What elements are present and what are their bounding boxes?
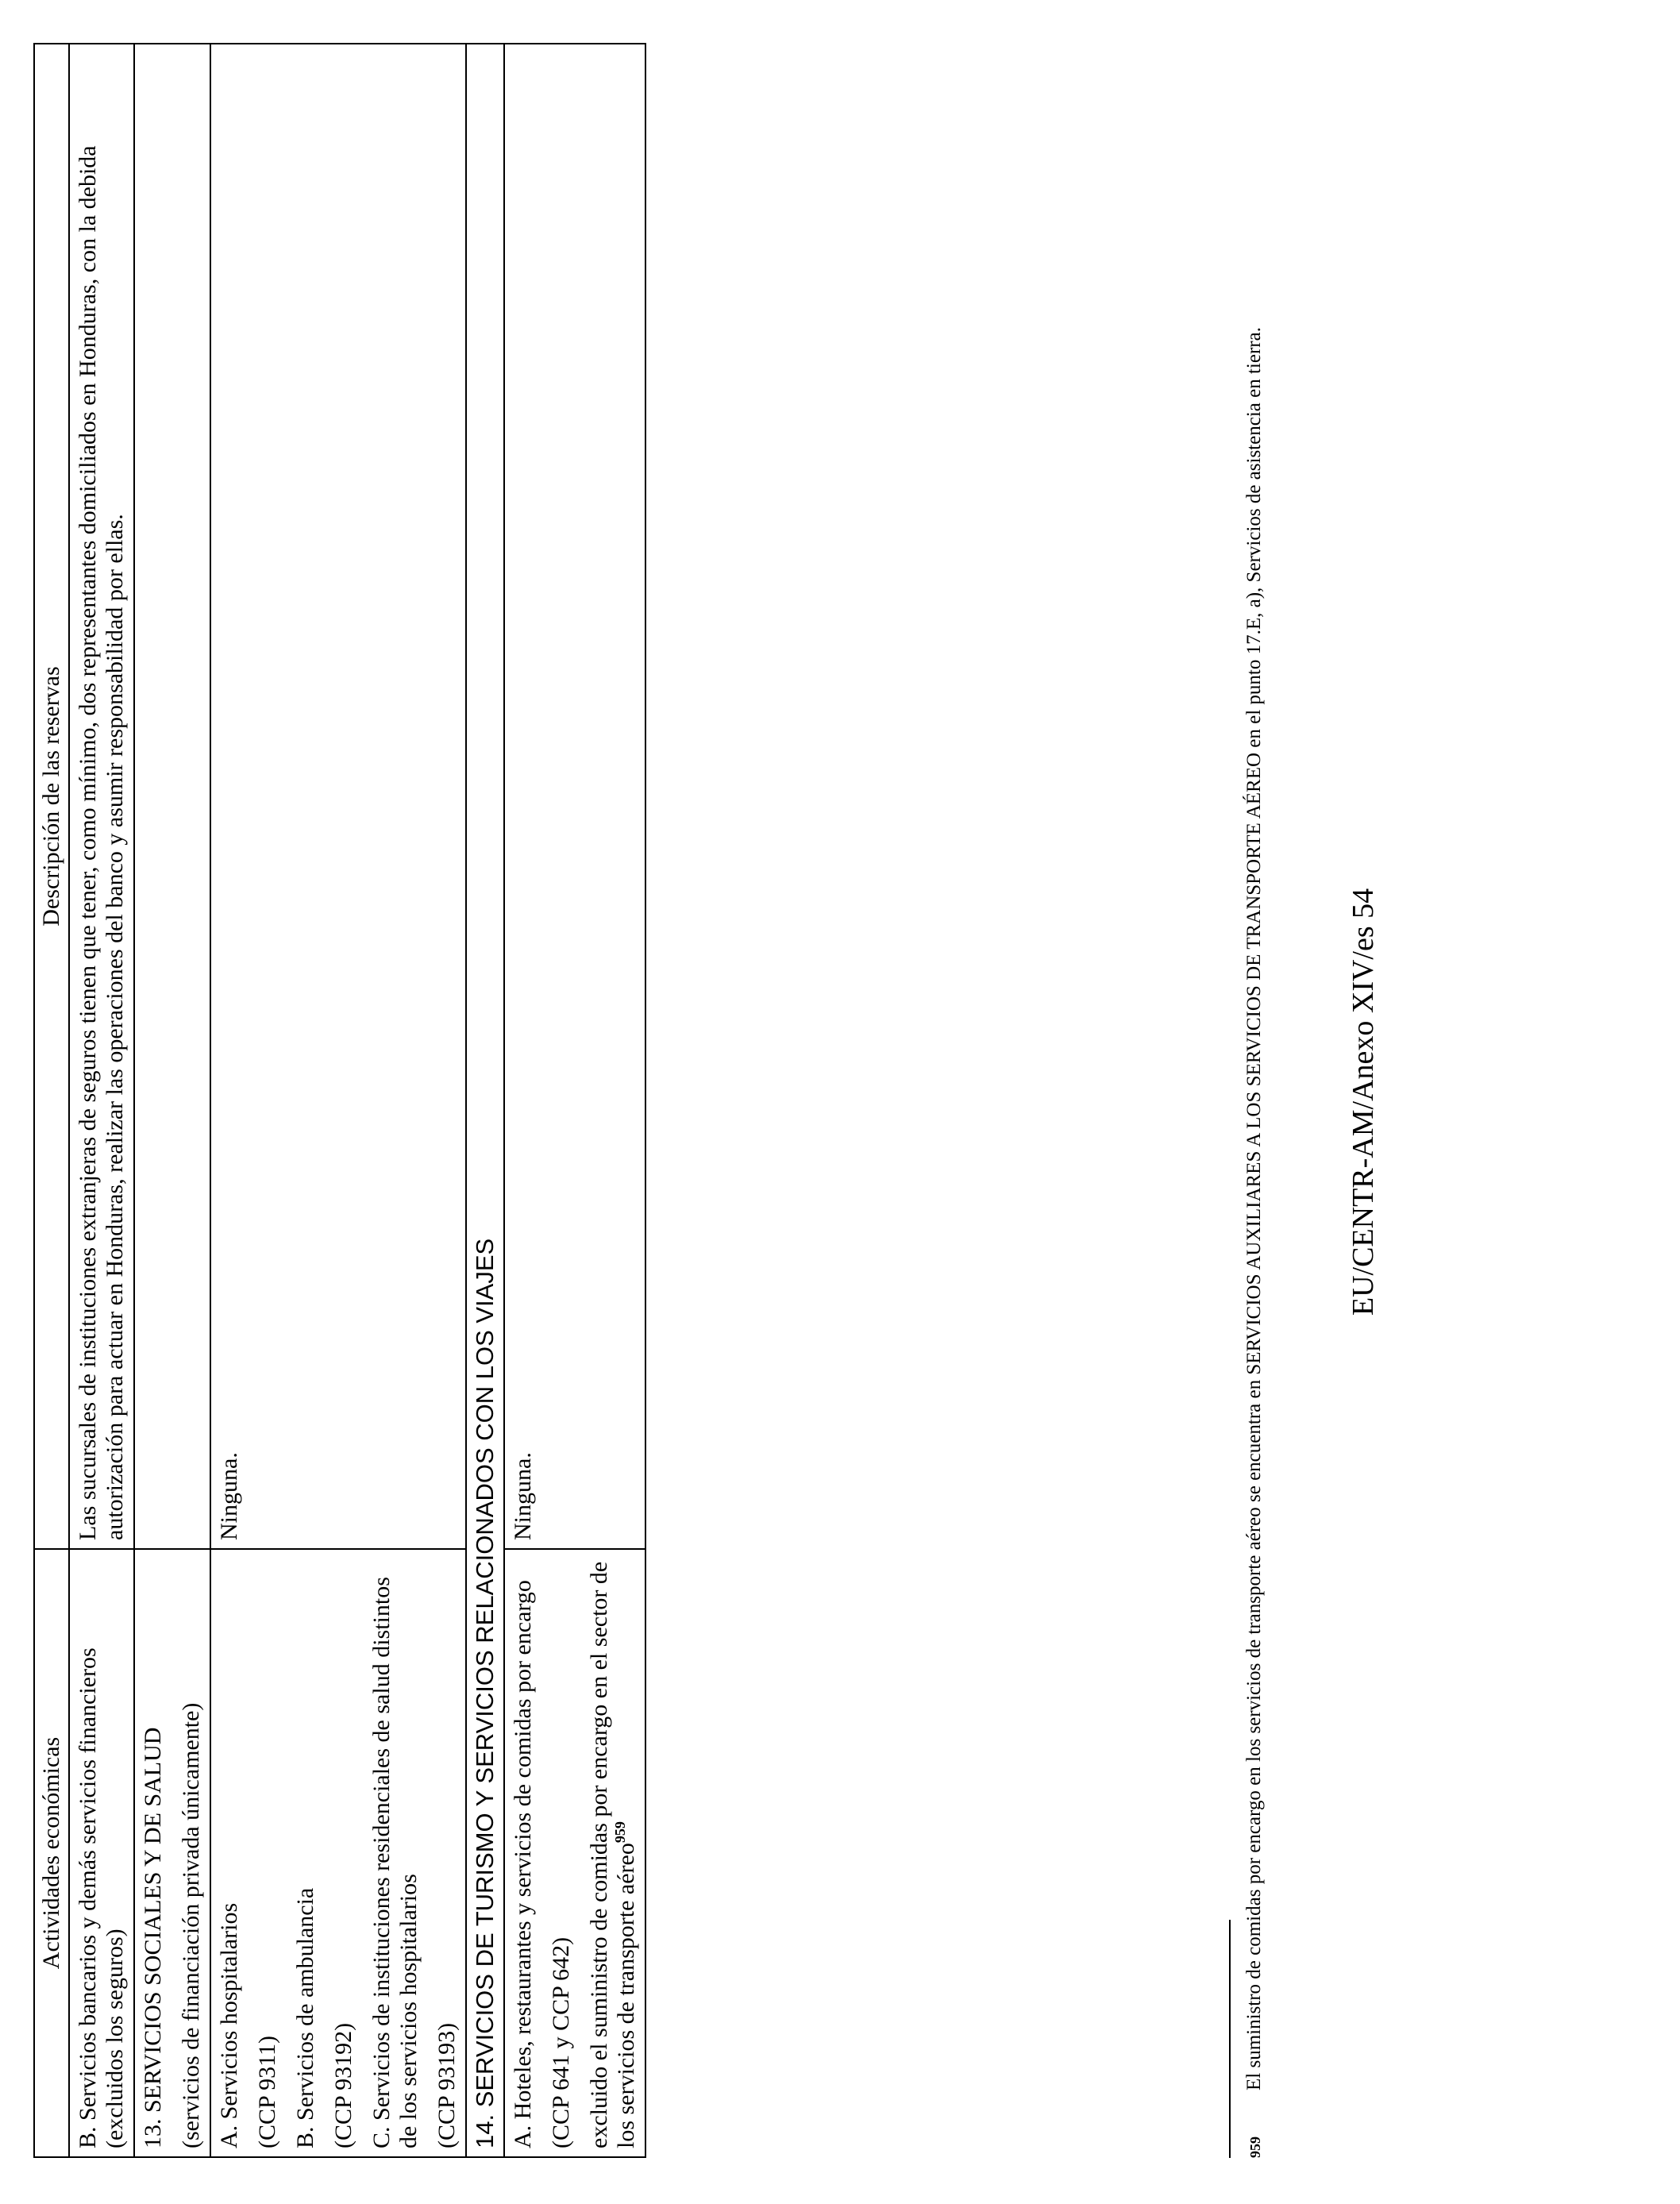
section-14-title: 14. SERVICIOS DE TURISMO Y SERVICIOS RELACIONADOS CON LOS VIAJES	[466, 44, 504, 2157]
section-13-subtitle: (servicios de financiación privada únicamente)	[178, 1702, 204, 2148]
section-13-row	[134, 44, 210, 2157]
tourism-exclusion-text: excluido el suministro de comidas por encargo en el sector de los servicios de transporte aéreo	[586, 1561, 639, 2148]
footnote-number: 959	[1247, 2137, 1263, 2158]
activity-banking-line1: B. Servicios bancarios y demás servicios financieros	[75, 1647, 101, 2148]
description-health: Ninguna.	[210, 44, 466, 1549]
section-13-title: 13. SERVICIOS SOCIALES Y DE SALUD	[140, 1727, 166, 2148]
section-13-cell	[134, 44, 210, 2157]
table-row	[69, 44, 134, 2157]
tourism-item-2: (CCP 641 y CCP 642)	[548, 1936, 574, 2148]
header-economic-activities: Actividades económicas	[34, 1549, 69, 2157]
table-row	[210, 44, 466, 2157]
tourism-exclusion	[586, 1558, 640, 2148]
health-item-5: C. Servicios de instituciones residenciales de salud distintos de los servicios hospitalarios	[368, 1577, 422, 2148]
health-item-2: (CCP 9311)	[254, 2036, 280, 2148]
section-13-empty	[135, 44, 210, 1548]
health-item-3: B. Servicios de ambulancia	[292, 1887, 318, 2148]
health-item-4: (CCP 93192)	[330, 2022, 356, 2148]
footnote	[1243, 252, 1266, 2158]
footnote-reference[interactable]: 959	[612, 1821, 628, 1844]
document-reference: EU/CENTR-AM/Anexo XIV/es 54	[1347, 888, 1380, 1316]
footnote-text: El suministro de comidas por encargo en los servicios de transporte aéreo se encuentra en SERVICIOS AUXILIARES A LOS SERVICIOS DE TRANSPORTE AÉREO en el punto 17.E, a), Servicios de asistencia en tierra.	[1243, 327, 1265, 2090]
section-14-row	[466, 44, 504, 2157]
activity-banking-line2: (excluidos los seguros)	[102, 1929, 128, 2148]
description-banking: Las sucursales de instituciones extranjeras de seguros tienen que tener, como mínimo, dos representantes domiciliados en Honduras, con la debida autorización para actuar en Honduras, realizar las operaciones del banco y asumir responsabilidad por ellas.	[69, 44, 134, 1549]
section-13-heading	[135, 1548, 210, 2156]
table-header-row	[34, 44, 69, 2157]
health-item-1: A. Servicios hospitalarios	[216, 1902, 242, 2148]
tourism-item-1: A. Hoteles, restaurantes y servicios de comidas por encargo	[510, 1580, 536, 2148]
activity-cell	[210, 1549, 466, 2157]
activity-cell	[504, 1549, 645, 2157]
activity-cell	[69, 1549, 134, 2157]
reservations-table	[33, 43, 646, 2158]
table-row	[504, 44, 645, 2157]
health-item-6: (CCP 93193)	[433, 2022, 460, 2148]
footnote-divider	[1229, 1920, 1231, 2158]
description-tourism: Ninguna.	[504, 44, 645, 1549]
header-reservations-description: Descripción de las reservas	[34, 44, 69, 1549]
